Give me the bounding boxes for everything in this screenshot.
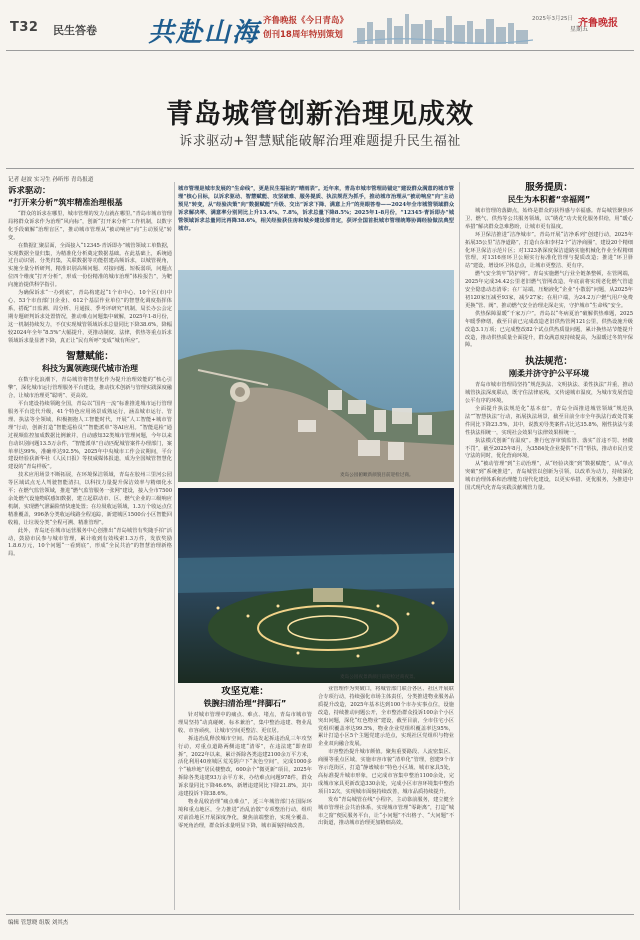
right-column (465, 182, 633, 914)
paragraph: 执法模式创新“有温度”。推行包容审慎监管、落实“首违不罚、轻微不罚”，截至2025年8月，为3584处企业提供“不罚”帮扶，推动市民自觉守法的同时，优化营商环境。 (465, 437, 633, 460)
tagline-paper: 齐鲁晚报《今日青岛》 (263, 16, 349, 26)
paragraph: 全面提升执法规范化“基本盘”。青岛全面推进城管领域“规范执法”“智慧执法”行动，拓展执法场景，截至目前全市全年执法行政处罚案件同比下降23.5%，其中，说教劝导类案件占比达35.8%，刚性执法与柔性执法相统一，实现社会效果与法律效果相统一。 (465, 406, 633, 436)
section-title-crack: 攻坚克难： (221, 686, 269, 697)
issue-weekday: 星期五 (570, 26, 589, 33)
subheadline: 诉求驱动+智慧赋能破解治理难题提升民生福祉 (179, 134, 461, 149)
paragraph: 业管理作为突破口，将城管部门联合各区、社区开展联合专项行动，持续强化市场主体责任，分类推进物业服务品质提升改造，2025年基本达到100个市办实事点位，设施改造，持续推动问题公开，全市整治群众投诉100余个小区突出问题，深化“红色物业”建设，截至目前，全市住宅小区党组织覆盖率达99.5%，物业企业党组织覆盖率达95%，累计打造小区5个主题党建示范点，实现社区党组织与物业企业双向融合发展。 (318, 686, 454, 748)
section-subtitle-service: 民生为本积蓄“幸福网” (507, 195, 591, 204)
footer-divider (6, 914, 634, 915)
paragraph: 技术应用场景不断拓展，在环境保洁领域，青岛在胶州三里河公园等区域试点无人驾驶智能清扫，以科技力量提升保洁效率与精细化水平；在燃气监管领域，推进“燃气监管服务一张网”建设，接入全市7500余处燃气设施物联感知数据，建立起联动市、区、燃气企业的三级响应机制，实现燃气泄漏险情快速处置；在垃圾收运领域，1.3万个收运点位精准覆盖，996条分类收运线路全程追踪，新建城区1500台小区智能回收箱，让垃圾分类“全程可溯、精准管理”。 (8, 472, 172, 526)
paragraph: 拆违治乱释放城市空间。青岛发起拆违治乱三年攻坚行动，对重点道路两侧违建“清零”，在违法建“即查即拆”，2022年以来，累计拆除各类违建2100余万平方米，活化利用40座城区荒芜阴户下“灰色空间”，完成1000多个“袖珍地”居民楼整改，600余个“微更新”项目，2025年拆除各类违建93万余平方米，办结难点问题978件，群众诉求量同比下降46.6%，新增违建同比下降21.8%，其中违建投诉下降38.6%。 (178, 735, 312, 798)
city-skyline-illustration (353, 10, 533, 44)
footer-credits: 编辑 管慧晓 组版 刘其杰 (8, 920, 69, 926)
paragraph: 环卫保洁推进“洁净城市”。青岛开展“洁净系列”创建行动，2025年拓展35公里“洁净道路”，打造台东和李村2个“洁净商圈”，建设20个精细化环卫保洁示范片区；对1323条深度保洁道路实施机械化作业全程精细管理，对1316座环卫公厕实行标准化管理与提质改造；推进“环卫驿站”建设，增设环卫休息点，让城市更整洁、更有序。 (465, 231, 633, 270)
masthead (0, 0, 640, 48)
newspaper-logo: 齐鲁晚报 (578, 18, 618, 29)
paragraph: 城市管理的落脚点，始终是群众的获得感与幸福感。青岛城管聚焦环卫、燃气、供热等公共服务领域，以“绣花”功夫优化服务供给，用“暖心举措”解决群众急难愁盼，让城市更有温度。 (465, 208, 633, 230)
tagline-anniversary: 创刊18周年特别策划 (263, 30, 343, 40)
section-subtitle-smart: 科技为翼领跑现代城市治理 (42, 364, 138, 374)
section-title-law: 执法规范： (525, 356, 573, 368)
paragraph: 供热保障温暖“千家万户”。青岛以“冬病夏治”破解供热难题，2025年暖季修缮，截至目前已完成改造老旧供热管网121公里，供热设施升级改造3.1万项；已完成整改82个试点供热质量问题，累计换热站节能提升改造，推动供热质量全面提升，群众满意度持续提高，为温暖过冬筑牢保障。 (465, 310, 633, 349)
paragraph: 物业乱收治理“痛点难点”，近三年城管部门在国际环境和重点地区，全力推进“治乱治散”专项整治行动，组织对前沿地区开展深度净化，聚焦前端整治，实现全覆盖、零死角治理，群众诉求量明显下降，城市面貌持续改善。 (178, 798, 312, 829)
section-subtitle-law: 刚柔并济守护公平环境 (509, 369, 589, 379)
aerial-park-photo (178, 270, 454, 482)
paragraph: 此外，青岛还在城市运营服务中心创推出“青岛城管有奖随手拍”活动，鼓励市民参与城市管理，累计收到有效线索1.3万件，发放奖励1.8.6万元，10个问题“一看到底”，形成“全民共治”的智慧治理新格局。 (8, 527, 172, 558)
photo1-caption: 麦岛公园俯瞰新颜貌目前迎检过商。 (340, 473, 414, 478)
middle-column-b (318, 686, 454, 914)
paragraph: 在数据汇聚层面，全面接入“12345·青诉即办”城管领域工单数据，实现数据全量归集，为精准化分析奠定数据基础。在此基础上，系统通过自动识别、分类归集，关联数据等功能搭建高频诉求，以城管视角，实施全量分析研判，精准识别高频问题、对接问题、短板弱项，问题点位四个维度“打开分析”，形成一份份精准的城市治理“体检报告”，为靶向施治提供科学指引。 (8, 242, 172, 289)
section-subtitle-demand: “打开来分析”筑牢精准治理根基 (8, 198, 123, 207)
section-title-service: 服务提质： (525, 182, 573, 193)
headline: 青岛城管创新治理见成效 (166, 99, 474, 130)
masthead-divider (6, 50, 634, 51)
left-column (8, 186, 172, 914)
section-title-smart: 智慧赋能： (66, 351, 114, 363)
column-divider (174, 182, 175, 910)
paragraph: 市容整治提升城市颜值。聚焦重要路段、人流密集区、商圈等重点区域，实施市容市貌“清单化”管理，创建9个市容示范街区，打造“静谧城市”特色小区域、城市家具5处，高标准提升城市形象，已完成市容集中整治1100余处，完成城市家具更新改造330余处，完成小区市容环境集中整治项目12次，实现城市面貌持续改善，城市品质持续提升。 (318, 749, 454, 795)
paragraph: 平台建设持续领跑全国，青岛以“国内一流”标准推进城市运行管理服务平台迭代升级，41个特色应用场景成熟运行，涵盖城市运行、管理、执法等全领域，积极拥抱人工智能时代，开展“人工智能+城市管理”行动，创新打造“智能巡检员”“智能派单”等AI应用。“智能巡检”通过视频监控加成数据比例兼并，自动感知32类城市管理问题，今年以来自动识别问题13.5万余件，“智能派单”自动匹配城管案件办理部门，案单率达99%，准确率达92.5%，2025年中央城市工作会议期间，平台建设经验获新华社《人民日报》等权威媒体报道，成为全国城管智慧化建设的“青岛样板”。 (8, 401, 172, 471)
section-subtitle-crack: 铁腕扫清治理“拌脚石” (203, 699, 287, 708)
night-park-photo (178, 488, 454, 683)
paragraph: 为确保诉求“一办到底”，青岛构建起“1个市中心、10个区(市)中心、53个市直部门(企业)、612个基层作业单位”的智慧化调度指挥体系，搭配“日监测、周分析、月通报、季考评研究”机制，局长办公会定期专题研判诉求处置情况，推动难点问题集中破解，2025年1-8月份，这一机制持续发力，不仅实现城管领域诉求总量同比下降38.6%，降幅较2024年全年“8.5%”大幅提升，更推动制度、法律，供热等重点诉求领域诉求量显著下降，真正让“民有所呼”变成“城有所应”。 (8, 290, 172, 344)
lead-paragraph: 城市管理是城市发展的“生命线”，更是民生福祉的“晴雨表”。近年来，青岛市城市管理局锚定“建设群众满意的城市管理”核心目标，以诉求驱动、智慧赋能、攻坚破难、服务提质、执法规范为抓手，推动城市治理从“被动响应”向“主动预见”转变，从“经验决策”向“数据赋能”升级、交出“诉求下降、满意上升”的亮眼答卷——2024年全市城管领域群众诉求解决率、满意率分别同比上升13.4%、7.8%，诉求总量下降8.5%；2025年1-8月份，“12345·青诉即办”城管领域诉求总量同比再降38.6%，相关经验获住房和城乡建设部肯定，获评全国首批城市管理统筹协调经验做法典型城市。 (178, 186, 454, 232)
issue-date: 2025年3月25日 (532, 16, 573, 22)
brush-title: 共赴山海 (148, 18, 261, 48)
byline: 记者 赵波 实习生 孙昕彤 青岛报道 (8, 177, 94, 183)
paragraph: 针对城市管理中的痛点、难点、堵点，青岛市城市管理局坚持“动真碰硬、标本兼治”，集中整治违建、物业乱收、市容顽疾，让城市空间更整洁、更宜居。 (178, 712, 312, 734)
paragraph: 从“被动管理”到“主动治理”，从“经验决策”到“数据赋能”，从“单点突破”到“系统推进”，青岛城管以创新为引领，以改革为动力，持续深化城市治理体系和治理能力现代化建设，以更实举措、更优服务，为推进中国式现代化青岛实践贡献城管力量。 (465, 461, 633, 492)
column-divider (459, 182, 460, 910)
paragraph: 青岛市城市管理局坚持“规范执法、文明执法、柔性执法”并重，推动城管执法深度联动，既守住法律底线，又传递城市温度，为城市发展营造公平有序的环境。 (465, 382, 633, 405)
paragraph: 燃气安全筑牢“防护网”。青岛实施燃气行业全链条整顿，在管网端，2025年完成34.42公里老旧燃气管网改造，年底前将实现老化燃气管道安全隐患动态清零；在厂站端，压缩液化“企业”小散弱”问题，从2025年初120家压减至93家，减少27家；在用户端，为24.2万户燃气用户免费更换“管、阀”，推动燃气安全治理走深走实，守护城市“生命线”安全。 (465, 271, 633, 309)
section-title-demand: 诉求驱动： (8, 186, 51, 196)
page-code: T32 (10, 20, 39, 35)
paragraph: “群众的诉求在哪里，城市管理的发力点就在哪里。”青岛市城市管理局将群众诉求作为治理“风向标”，创新“打开来分析”工作机制，以数字化手段破解“治理盲区”，推动城市管理从“被动响应”向“主动预见”转变。 (8, 211, 172, 241)
photo2-caption: 麦岛公园夜景新颜目前迎检过商夜景。 (340, 675, 419, 680)
paragraph: 在数字化浪潮下，青岛城管将智慧化作为提升治理效能的“核心引擎”，深化城市运行管理服务平台建设，推动技术创新与管理实践深度融合，让城市治理更“聪明”、更高效。 (8, 377, 172, 400)
section-name: 民生答卷 (53, 24, 97, 37)
headline-divider (6, 168, 634, 169)
paragraph: 发布“青岛城管在线”小程序，主动靠前服务，建立健全城市管理社会共治体系，实现城市管理“零距离”，打造“城市之窗”便民服务平台，让“小问题”不出格子、“大问题”不出街道，推动城市治理更加精细高效。 (318, 796, 454, 827)
middle-column-a (178, 686, 312, 914)
